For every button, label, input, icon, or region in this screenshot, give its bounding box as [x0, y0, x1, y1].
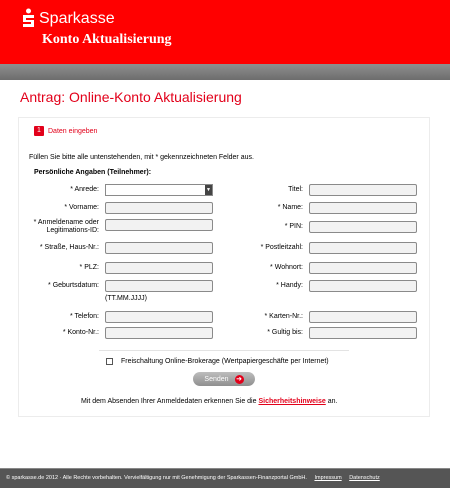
step-indicator — [34, 126, 97, 136]
gultig-field[interactable] — [309, 327, 417, 339]
strasse-label: * Straße, Haus-Nr.: — [39, 244, 99, 251]
brand-name: Sparkasse — [39, 10, 115, 27]
section-title: Persönliche Angaben (Teilnehmer): — [34, 169, 152, 176]
wohnort-field[interactable] — [309, 262, 417, 274]
strasse-field[interactable] — [105, 242, 213, 254]
brokerage-checkbox[interactable] — [106, 358, 113, 365]
vorname-field[interactable] — [105, 202, 213, 214]
wohnort-label: * Wohnort: — [270, 264, 303, 271]
copyright-text: © sparkasse.de 2012 · Alle Rechte vorbehalten. Vervielfältigung nur mit Genehmigung der Sparkassen-Finanzportal GmbH. — [6, 475, 307, 481]
brokerage-option — [106, 358, 329, 365]
name-field[interactable] — [309, 202, 417, 214]
postleitzahl-label: * Postleitzahl: — [260, 244, 303, 251]
notice-text: Mit dem Absenden Ihrer Anmeldedaten erkennen Sie die — [81, 398, 259, 405]
anrede-label: * Anrede: — [70, 186, 99, 193]
send-button[interactable] — [193, 372, 255, 386]
step-number: 1 — [34, 126, 44, 136]
titel-field[interactable] — [309, 184, 417, 196]
security-notice — [81, 398, 337, 405]
send-button-label: Senden — [204, 375, 229, 383]
telefon-label: * Telefon: — [69, 313, 99, 320]
kontonr-label: * Konto-Nr.: — [62, 329, 99, 336]
postleitzahl-field[interactable] — [309, 242, 417, 254]
kartennr-label: * Karten-Nr.: — [264, 313, 303, 320]
date-format-hint: (TT.MM.JJJJ) — [105, 295, 147, 302]
footer-text-row — [6, 475, 380, 481]
gray-band — [0, 64, 450, 80]
kontonr-field[interactable] — [105, 327, 213, 339]
gultig-label: * Gultig bis: — [267, 329, 303, 336]
page-title: Antrag: Online-Konto Aktualisierung — [20, 89, 242, 105]
handy-label: * Handy: — [276, 282, 303, 289]
handy-field[interactable] — [309, 280, 417, 292]
form-intro: Füllen Sie bitte alle untenstehenden, mit * gekennzeichneten Felder aus. — [29, 154, 254, 161]
pin-label: * PIN: — [284, 223, 303, 230]
footer — [0, 468, 450, 488]
divider — [99, 350, 349, 351]
vorname-label: * Vorname: — [64, 204, 99, 211]
notice-end: an. — [325, 398, 338, 405]
anrede-select[interactable] — [105, 184, 213, 196]
header-title: Konto Aktualisierung — [42, 32, 172, 47]
form-panel — [18, 117, 430, 417]
security-link[interactable]: Sicherheitshinweise — [258, 398, 326, 405]
header — [0, 0, 450, 64]
plz-field[interactable] — [105, 262, 213, 274]
pin-field[interactable] — [309, 221, 417, 233]
plz-label: * PLZ: — [79, 264, 99, 271]
step-label: Daten eingeben — [48, 127, 98, 135]
geburtsdatum-field[interactable] — [105, 280, 213, 292]
geburtsdatum-label: * Geburtsdatum: — [48, 282, 99, 289]
brokerage-label: Freischaltung Online-Brokerage (Wertpapiergeschäfte per Internet) — [121, 358, 329, 365]
telefon-field[interactable] — [105, 311, 213, 323]
logo — [22, 8, 115, 28]
name-label: * Name: — [277, 204, 303, 211]
kartennr-field[interactable] — [309, 311, 417, 323]
chevron-down-icon: ▼ — [206, 187, 211, 193]
arrow-right-icon: ➜ — [236, 375, 242, 383]
anmeldename-label: * Anmeldename oder Legitimations-ID: — [33, 219, 99, 234]
impressum-link[interactable]: Impressum — [314, 475, 342, 481]
datenschutz-link[interactable]: Datenschutz — [349, 475, 380, 481]
anmeldename-field[interactable] — [105, 219, 213, 231]
titel-label: Titel: — [288, 186, 303, 193]
sparkasse-s-icon — [22, 8, 35, 28]
